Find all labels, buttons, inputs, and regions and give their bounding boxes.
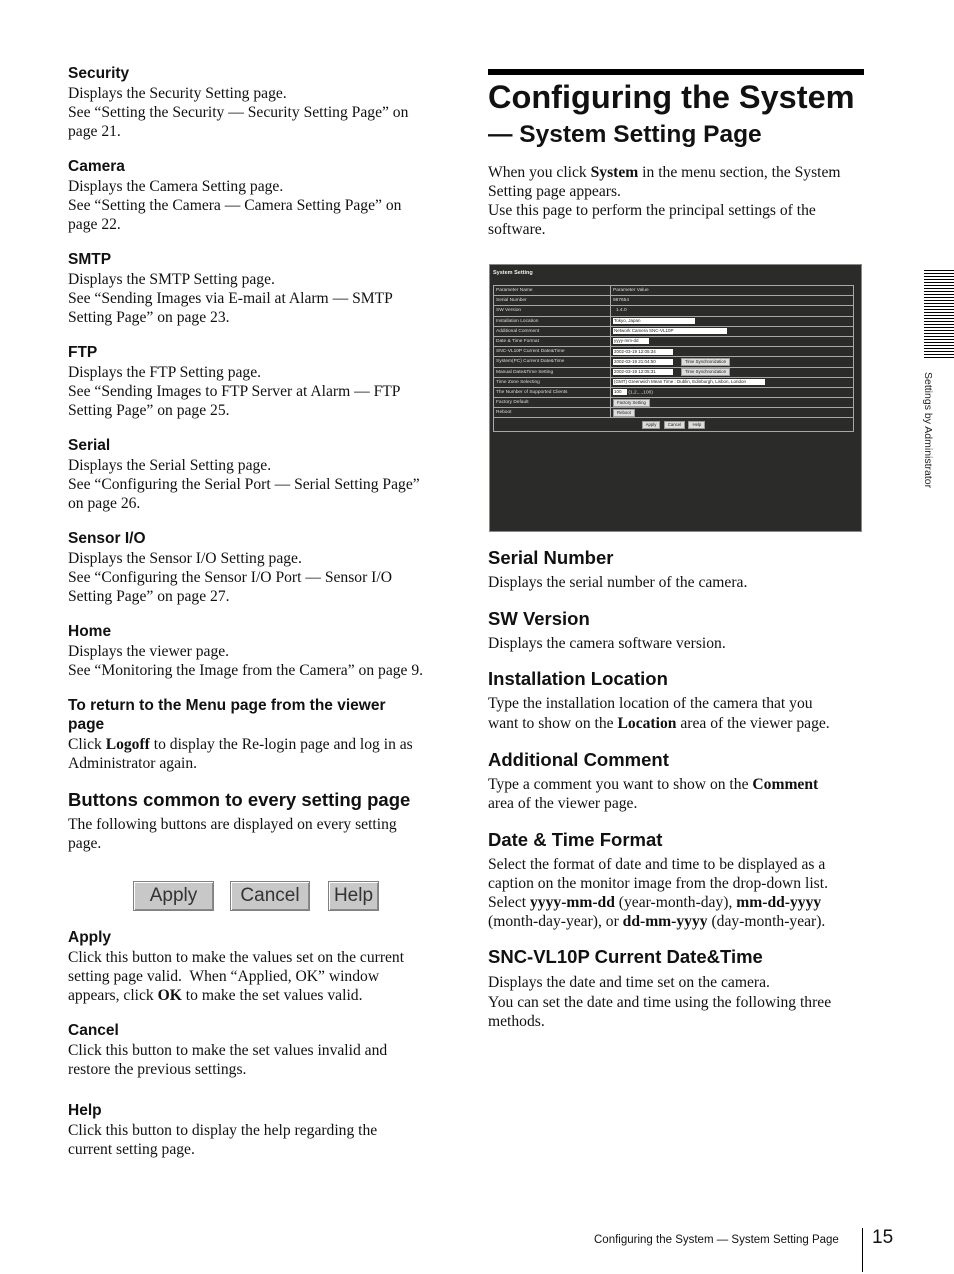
manual-datetime-input[interactable]: 2002-03-19 12:05:31 xyxy=(613,369,673,375)
table-row xyxy=(494,408,854,418)
smtp-text: Displays the SMTP Setting page. xyxy=(68,271,275,288)
serial-number-text: Displays the serial number of the camera. xyxy=(488,574,748,591)
serial-heading: Serial xyxy=(68,437,111,454)
param-name: SNC-VL10P Current Date&Time xyxy=(494,347,611,357)
ftp-text: Setting Page” on page 25. xyxy=(68,402,230,419)
screenshot-cancel-button[interactable]: Cancel xyxy=(664,421,685,429)
security-text: See “Setting the Security — Security Setting Page” on xyxy=(68,104,409,121)
security-text: Displays the Security Setting page. xyxy=(68,85,287,102)
sensor-text: Setting Page” on page 27. xyxy=(68,588,230,605)
home-heading: Home xyxy=(68,623,112,640)
clients-input[interactable]: 100 xyxy=(613,389,627,395)
reboot-button[interactable]: Reboot xyxy=(613,409,635,417)
param-name: Manual Date&Time Setting xyxy=(494,367,611,377)
apply-text: Click this button to make the values set on the current xyxy=(68,949,405,966)
factory-setting-button[interactable]: Factory Setting xyxy=(613,399,650,407)
help-text: current setting page. xyxy=(68,1141,195,1158)
clients-hint: (1,2,...,100) xyxy=(628,390,653,396)
param-value xyxy=(611,377,854,387)
param-name: The Number of Supported Clients xyxy=(494,387,611,397)
date-format-text: Select the format of date and time to be displayed as a xyxy=(488,856,826,873)
camera-heading: Camera xyxy=(68,158,125,175)
serial-text: See “Configuring the Serial Port — Serial Setting Page” xyxy=(68,476,420,493)
table-row xyxy=(494,316,854,326)
param-value xyxy=(611,316,854,326)
column-header: Parameter Name xyxy=(494,286,611,296)
apply-text: appears, click OK to make the set values valid. xyxy=(68,987,363,1004)
sensor-text: Displays the Sensor I/O Setting page. xyxy=(68,550,302,567)
param-value: 1.4.0 xyxy=(611,306,854,316)
title-rule xyxy=(488,69,864,75)
return-menu-text: Administrator again. xyxy=(68,755,198,772)
ftp-heading: FTP xyxy=(68,344,98,361)
current-datetime-text: Displays the date and time set on the camera. xyxy=(488,974,770,991)
sensor-text: See “Configuring the Sensor I/O Port — Sensor I/O xyxy=(68,569,392,586)
date-format-text: caption on the monitor image from the drop-down list. xyxy=(488,875,828,892)
table-actions xyxy=(494,418,854,432)
table-row xyxy=(494,347,854,357)
param-value xyxy=(611,408,854,418)
apply-text: setting page valid. When “Applied, OK” window xyxy=(68,968,380,985)
param-name: Factory Default xyxy=(494,398,611,408)
serial-text: Displays the Serial Setting page. xyxy=(68,457,272,474)
sw-version-text: Displays the camera software version. xyxy=(488,635,726,652)
apply-button[interactable]: Apply xyxy=(133,881,214,911)
param-name: Installation Location xyxy=(494,316,611,326)
time-zone-select[interactable]: (GMT) Greenwich Mean Time : Dublin, Edinburgh, Lisbon, London xyxy=(613,379,765,385)
param-value xyxy=(611,357,854,367)
table-row xyxy=(494,336,854,346)
smtp-text: See “Sending Images via E-mail at Alarm — SMTP xyxy=(68,290,393,307)
param-name: SW Version xyxy=(494,306,611,316)
table-header xyxy=(494,286,854,296)
return-menu-text: Click Logoff to display the Re-login page and log in as xyxy=(68,736,413,753)
param-name: Time Zone Selecting xyxy=(494,377,611,387)
column-header: Parameter Value xyxy=(611,286,854,296)
param-name: Reboot xyxy=(494,408,611,418)
param-name: Additional Comment xyxy=(494,326,611,336)
sensor-heading: Sensor I/O xyxy=(68,530,146,547)
return-menu-heading: page xyxy=(68,716,105,733)
page-title: Configuring the System xyxy=(488,79,855,115)
help-text: Click this button to display the help regarding the xyxy=(68,1122,378,1139)
action-cell xyxy=(494,418,854,432)
home-text: Displays the viewer page. xyxy=(68,643,230,660)
intro-text: software. xyxy=(488,221,546,238)
table-row xyxy=(494,306,854,316)
buttons-common-text: page. xyxy=(68,835,102,852)
param-value xyxy=(611,336,854,346)
time-sync-button[interactable]: Time Synchronization xyxy=(681,368,730,376)
additional-comment-heading: Additional Comment xyxy=(488,749,669,770)
date-format-text: Select yyyy-mm-dd (year-month-day), mm-dd-yyyy xyxy=(488,894,822,911)
screenshot-help-button[interactable]: Help xyxy=(688,421,705,429)
ftp-text: See “Sending Images to FTP Server at Alarm — FTP xyxy=(68,383,401,400)
home-text: See “Monitoring the Image from the Camera” on page 9. xyxy=(68,662,424,679)
date-format-text: (month-day-year), or dd-mm-yyyy (day-month-year). xyxy=(488,913,826,930)
camera-text: Displays the Camera Setting page. xyxy=(68,178,284,195)
apply-heading: Apply xyxy=(68,929,112,946)
date-format-select[interactable]: yyyy-mm-dd xyxy=(613,338,649,344)
param-value xyxy=(611,387,854,397)
return-menu-heading: To return to the Menu page from the viewer xyxy=(68,697,386,714)
current-datetime-heading: SNC-VL10P Current Date&Time xyxy=(488,946,763,967)
table-row xyxy=(494,296,854,306)
table-row xyxy=(494,387,854,397)
ftp-text: Displays the FTP Setting page. xyxy=(68,364,262,381)
table-row xyxy=(494,357,854,367)
page-subtitle: — System Setting Page xyxy=(488,121,762,148)
additional-comment-input[interactable]: Network Camera SNC-VL10P xyxy=(613,328,727,334)
param-value xyxy=(611,326,854,336)
cancel-button[interactable]: Cancel xyxy=(230,881,310,911)
install-location-text: Type the installation location of the camera that you xyxy=(488,695,813,712)
intro-text: Setting page appears. xyxy=(488,183,621,200)
table-row xyxy=(494,377,854,387)
smtp-heading: SMTP xyxy=(68,251,112,268)
settings-table xyxy=(493,285,854,432)
camera-text: page 22. xyxy=(68,216,121,233)
param-name: Serial Number xyxy=(494,296,611,306)
buttons-common-text: The following buttons are displayed on every setting xyxy=(68,816,397,833)
installation-location-input[interactable]: Tokyo, Japan xyxy=(613,318,695,324)
cancel-text: restore the previous settings. xyxy=(68,1061,247,1078)
buttons-common-heading: Buttons common to every setting page xyxy=(68,789,411,810)
table-row xyxy=(494,326,854,336)
section-tab-marker xyxy=(924,270,954,360)
camera-datetime-field: 2002-03-19 12:05:34 xyxy=(613,349,673,355)
table-row xyxy=(494,398,854,408)
param-value xyxy=(611,398,854,408)
additional-comment-text: area of the viewer page. xyxy=(488,795,638,812)
param-value xyxy=(611,347,854,357)
current-datetime-text: You can set the date and time using the following three xyxy=(488,994,832,1011)
side-section-label: Settings by Administrator xyxy=(922,372,934,489)
serial-number-heading: Serial Number xyxy=(488,547,614,568)
system-setting-screenshot xyxy=(489,264,862,532)
date-format-heading: Date & Time Format xyxy=(488,829,663,850)
time-sync-button[interactable]: Time Synchronization xyxy=(681,358,730,366)
help-heading: Help xyxy=(68,1102,102,1119)
intro-text: When you click System in the menu section, the System xyxy=(488,164,841,181)
serial-text: on page 26. xyxy=(68,495,141,512)
param-name: Date & Time Format xyxy=(494,336,611,346)
pc-datetime-field: 2002-03-19 21:04:50 xyxy=(613,359,673,365)
security-heading: Security xyxy=(68,65,130,82)
sw-version-heading: SW Version xyxy=(488,608,590,629)
install-location-text: want to show on the Location area of the viewer page. xyxy=(488,715,830,732)
security-text: page 21. xyxy=(68,123,121,140)
install-location-heading: Installation Location xyxy=(488,668,668,689)
param-value xyxy=(611,367,854,377)
param-name: System(PC) Current Date&Time xyxy=(494,357,611,367)
screenshot-apply-button[interactable]: Apply xyxy=(642,421,661,429)
current-datetime-text: methods. xyxy=(488,1013,545,1030)
smtp-text: Setting Page” on page 23. xyxy=(68,309,230,326)
param-value: 987654 xyxy=(611,296,854,306)
intro-text: Use this page to perform the principal settings of the xyxy=(488,202,816,219)
screenshot-heading: System Setting xyxy=(493,270,533,276)
page-number: 15 xyxy=(872,1227,894,1248)
cancel-text: Click this button to make the set values invalid and xyxy=(68,1042,388,1059)
additional-comment-text: Type a comment you want to show on the Comment xyxy=(488,776,819,793)
footer-divider xyxy=(862,1228,863,1272)
help-button[interactable]: Help xyxy=(328,881,379,911)
table-row xyxy=(494,367,854,377)
running-footer: Configuring the System — System Setting Page xyxy=(594,1234,839,1246)
cancel-heading: Cancel xyxy=(68,1022,119,1039)
camera-text: See “Setting the Camera — Camera Setting Page” on xyxy=(68,197,402,214)
